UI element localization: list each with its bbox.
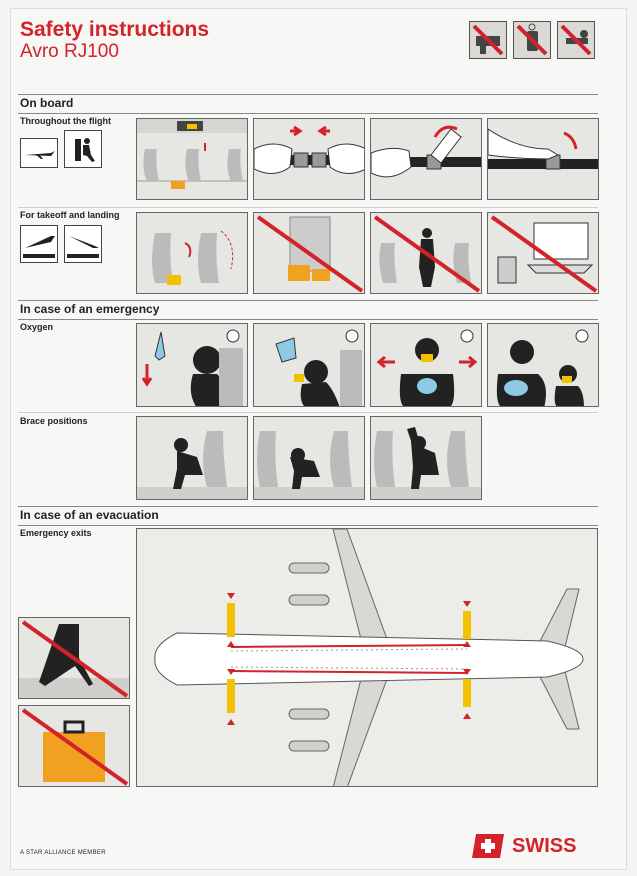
seated-passenger-icon <box>64 130 102 168</box>
panel-no-bags-aisle <box>253 212 365 294</box>
label-takeoff-landing: For takeoff and landing <box>20 210 120 220</box>
section-heading: In case of an evacuation <box>20 508 159 522</box>
prohibition-icons <box>469 21 595 59</box>
panel-no-high-heels <box>18 617 130 699</box>
panel-seatbelt-open <box>370 118 482 200</box>
label-brace-positions: Brace positions <box>20 416 88 426</box>
swiss-logo <box>470 832 576 860</box>
panel-seatbelt-lift <box>487 118 599 200</box>
panel-oxygen-assist-child <box>487 323 599 407</box>
panel-brace-position-1 <box>136 416 248 500</box>
star-alliance-text: A STAR ALLIANCE MEMBER <box>20 850 106 856</box>
panel-seatbelt-fasten <box>253 118 365 200</box>
panel-seat-upright <box>136 212 248 294</box>
label-emergency-exits: Emergency exits <box>20 528 92 538</box>
page-title: Safety instructions <box>20 18 210 41</box>
panel-brace-position-2 <box>253 416 365 500</box>
airplane-landing-icon <box>64 225 102 263</box>
label-oxygen: Oxygen <box>20 322 54 332</box>
panel-aircraft-exits-map <box>136 528 598 787</box>
panel-overhead-bin <box>136 118 248 200</box>
panel-oxygen-mask-drop <box>136 323 248 407</box>
panel-brace-position-3 <box>370 416 482 500</box>
no-phone-icon <box>513 21 551 59</box>
airplane-takeoff-icon <box>20 225 58 263</box>
section-emergency <box>18 300 598 320</box>
label-throughout-flight: Throughout the flight <box>20 116 111 126</box>
panel-no-standing <box>370 212 482 294</box>
section-heading: In case of an emergency <box>20 302 160 316</box>
panel-no-luggage <box>18 705 130 787</box>
panel-no-laptop <box>487 212 599 294</box>
panel-oxygen-mask-tighten <box>370 323 482 407</box>
section-on-board <box>18 94 598 114</box>
brand-name: SWISS <box>512 834 577 857</box>
swiss-cross-icon <box>470 832 506 860</box>
section-heading: On board <box>20 96 74 110</box>
aircraft-type: Avro RJ100 <box>20 41 119 62</box>
section-evacuation <box>18 506 598 526</box>
airplane-cruise-icon <box>20 138 58 168</box>
no-electronics-icon <box>557 21 595 59</box>
no-smoking-icon <box>469 21 507 59</box>
panel-oxygen-mask-fit <box>253 323 365 407</box>
